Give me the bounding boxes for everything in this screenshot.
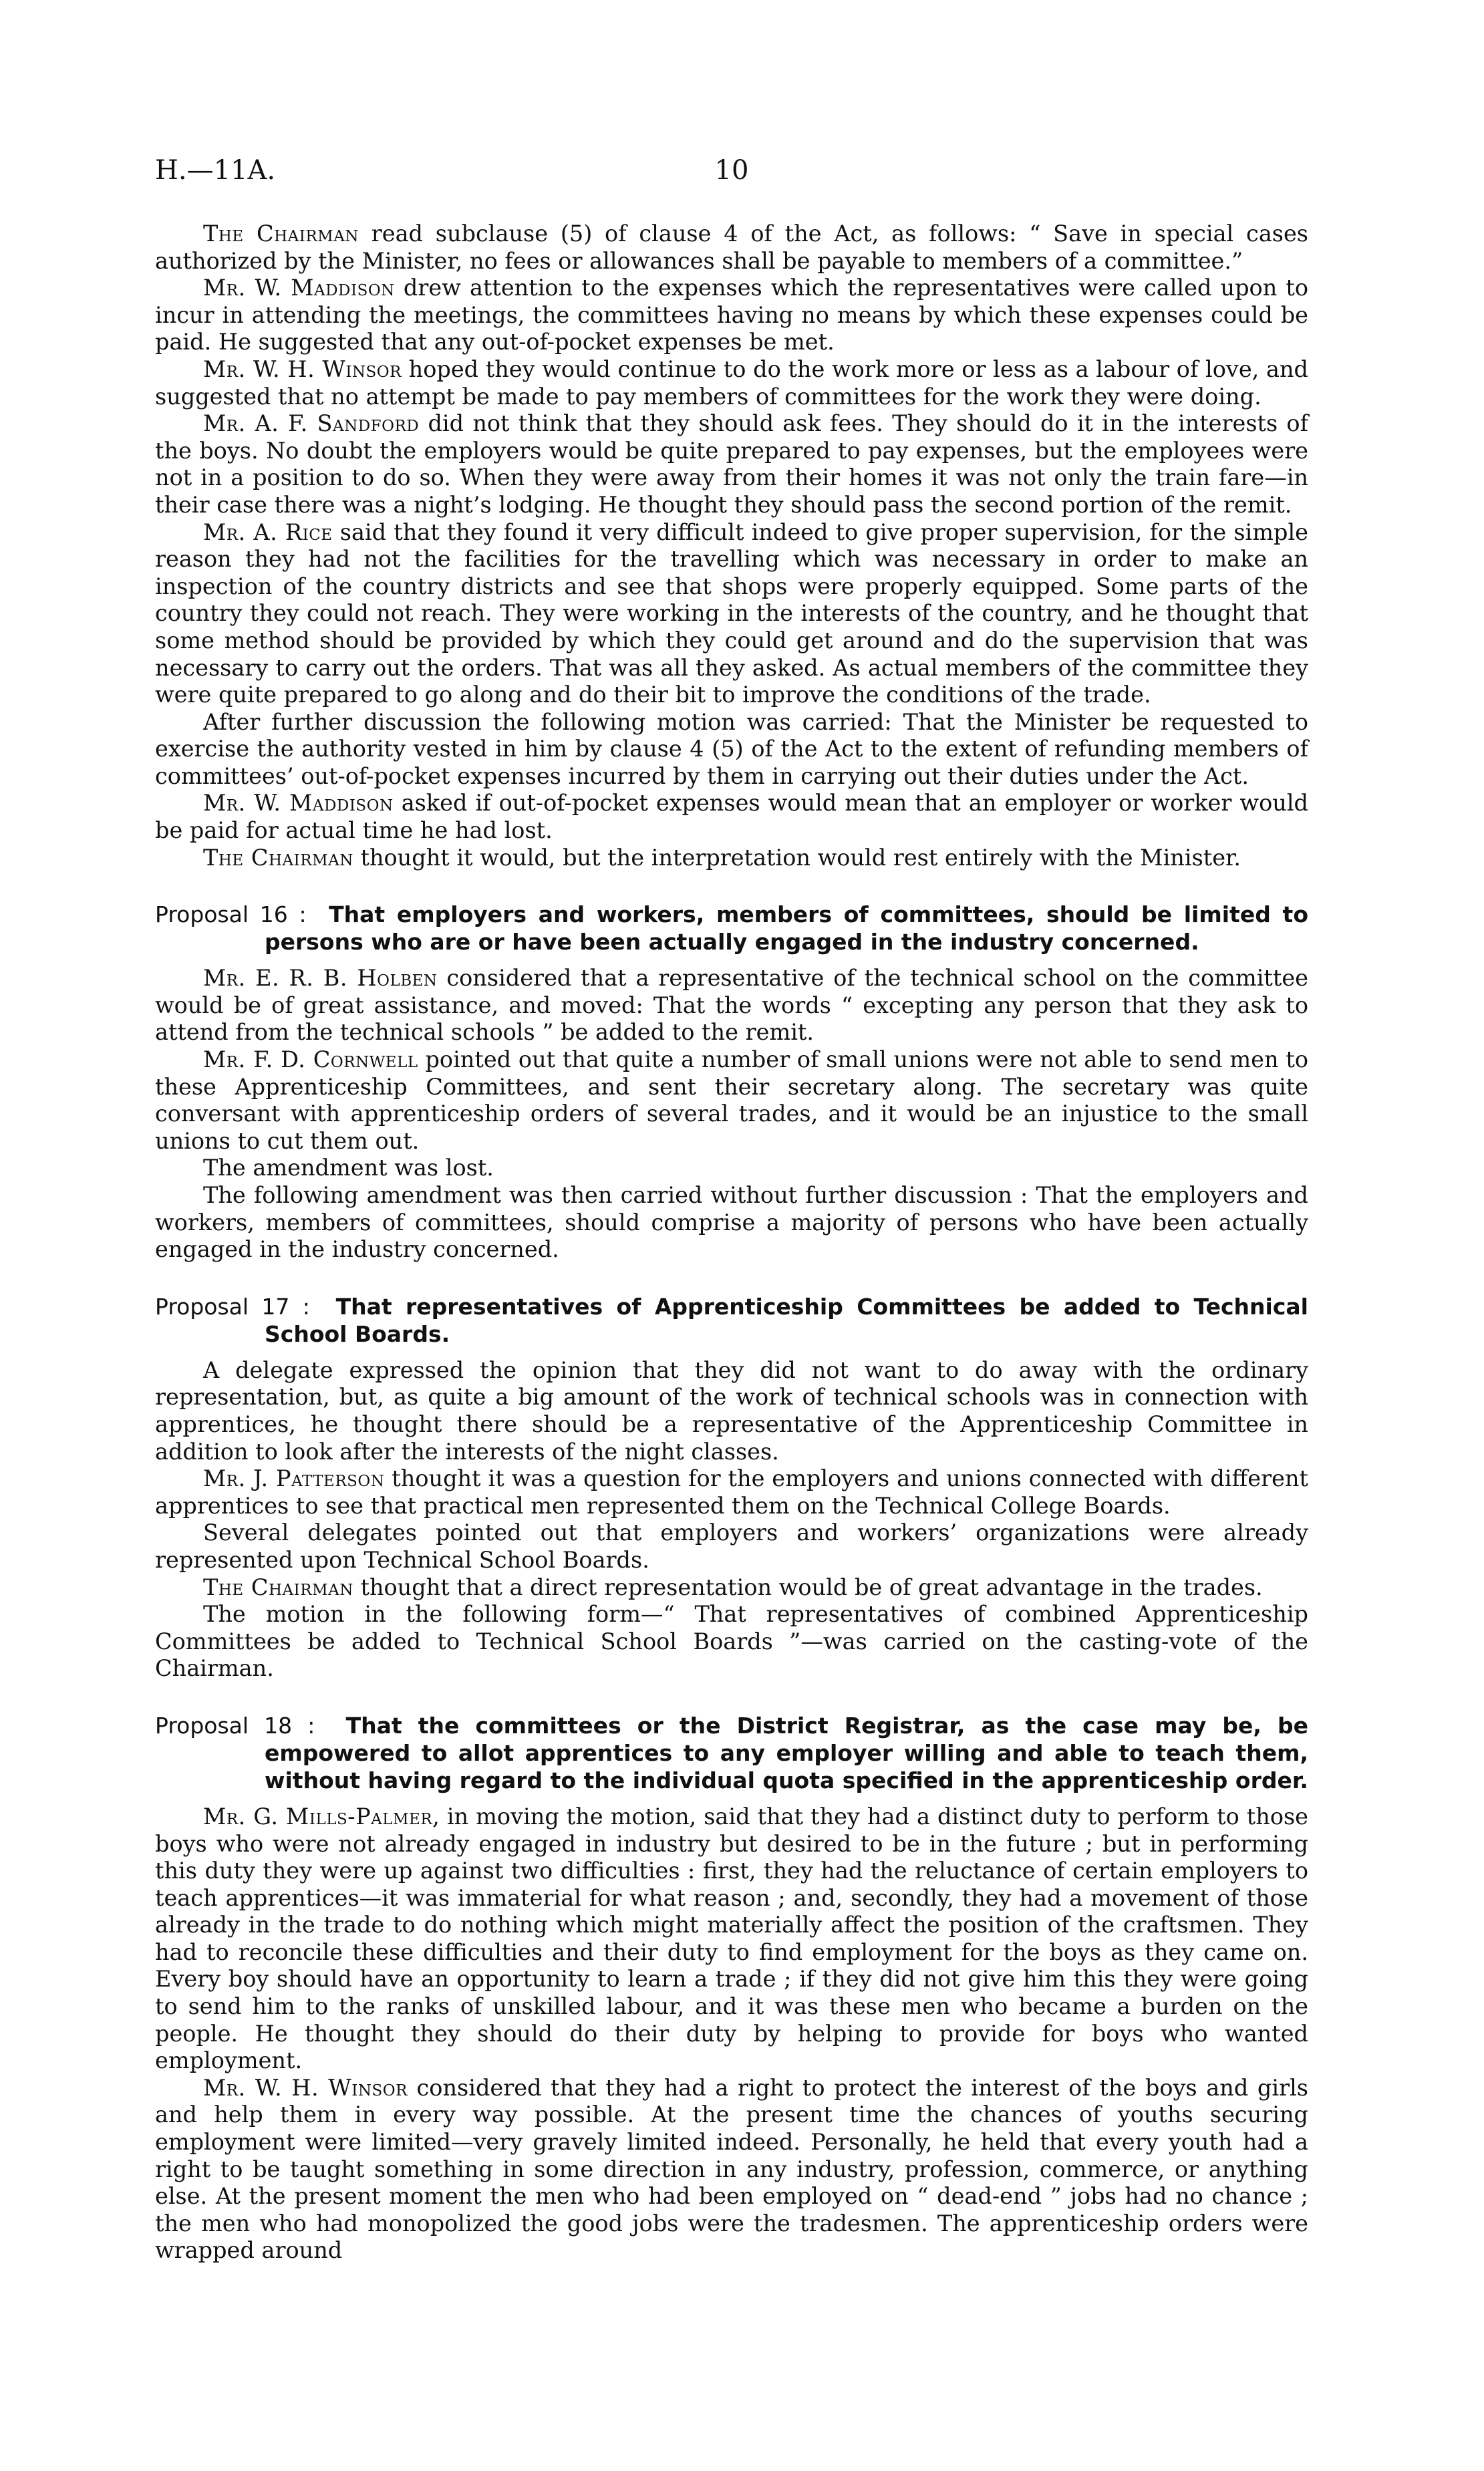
speaker-name: Mr. W. H. Winsor — [203, 2074, 408, 2101]
speaker-name: Mr. E. R. B. Holben — [203, 965, 438, 992]
paragraph-text: pointed out that quite a number of small unions were not able to send men to these Apprenticeship Committees, and sent their secretary along. The secretary was quite conversant with apprenticeship orders of several trades, and it would be an injustice to the small unions to cut them out. — [155, 1046, 1308, 1154]
paragraph-text: asked if out-of-pocket expenses would mean that an employer or worker would be paid for actual time he had lost. — [155, 790, 1308, 844]
page-body — [155, 221, 1308, 2265]
paragraph — [155, 221, 1308, 275]
speaker-name: Mr. J. Patterson — [203, 1465, 385, 1492]
speaker-name: Mr. W. H. Winsor — [203, 355, 402, 382]
page-header — [155, 155, 1308, 202]
page-number: 10 — [714, 155, 749, 186]
proposal-label: Proposal 16 : — [155, 901, 307, 928]
paragraph-text: Several delegates pointed out that employers and workers’ organizations were already represented upon Technical School Boards. — [155, 1519, 1308, 1573]
paragraph — [155, 1601, 1308, 1683]
paragraph-text: considered that they had a right to protect the interest of the boys and girls and help them in every way possible. At the present time the chances of youths securing employment were limited—very gravely limited indeed. Personally, he held that every youth had a right to be taught something in some direction in any industry, profession, commerce, or anything else. At the present moment the men who had been employed on “ dead-end ” jobs had no chance ; the men who had monopolized the good jobs were the tradesmen. The apprenticeship orders were wrapped around — [155, 2074, 1308, 2264]
proposal-16 — [155, 901, 1308, 956]
speaker-name: Mr. A. Rice — [203, 519, 333, 545]
paragraph-text: drew attention to the expenses which the representatives were called upon to incur in attending the meetings, the committees having no means by which these expenses could be paid. He suggested that any out-of-pocket expenses be met. — [155, 275, 1309, 355]
proposal-label: Proposal 18 : — [155, 1712, 315, 1739]
paragraph — [155, 410, 1308, 519]
paragraph-text: did not think that they should ask fees. They should do it in the interests of the boys. No doubt the employers would be quite prepared to pay expenses, but the employees were not in a position to do so. When they were away from their homes it was not only the train fare—in their case there was a night’s lodging. He thought they should pass the second portion of the remit. — [155, 410, 1308, 518]
paragraph — [155, 1357, 1308, 1465]
paragraph — [155, 275, 1308, 356]
paragraph-text: thought it was a question for the employers and unions connected with different apprentices to see that practical men represented them on the Technical College Boards. — [155, 1465, 1308, 1519]
paragraph — [155, 709, 1308, 790]
proposal-text: That representatives of Apprenticeship Committees be added to Technical School Boards. — [265, 1293, 1308, 1347]
paragraph-text: After further discussion the following motion was carried: That the Minister be requested to exercise the authority vested in him by clause 4 (5) of the Act to the extent of refunding members of committees’ out-of-pocket expenses incurred by them in carrying out their duties under the Act. — [155, 708, 1308, 789]
paragraph — [155, 1182, 1308, 1264]
proposal-18 — [155, 1712, 1308, 1794]
document-reference: H.—11A. — [155, 155, 276, 186]
speaker-name: Mr. G. Mills-Palmer — [203, 1803, 433, 1830]
paragraph-text: , in moving the motion, said that they had a distinct duty to perform to those boys who were not already engaged in industry but desired to be in the future ; but in performing this duty they were up against two difficulties : first, they had the reluctance of certain employers to teach apprentices—it was immaterial for what reason ; and, secondly, they had a movement of those already in the trade to do nothing which might materially affect the position of the craftsmen. They had to reconcile these difficulties and their duty to find employment for the boys as they came on. Every boy should have an opportunity to learn a trade ; if they did not give him this they were going to send him to the ranks of unskilled labour, and it was these men who became a burden on the people. He thought they should do their duty by helping to provide for boys who wanted employment. — [155, 1803, 1309, 2074]
paragraph — [155, 1574, 1308, 1602]
paragraph-text: thought it would, but the interpretation would rest entirely with the Minister. — [353, 844, 1241, 871]
paragraph-text: considered that a representative of the technical school on the committee would be of great assistance, and moved: That the words “ excepting any person that they ask to attend from the technical schools ” be added to the remit. — [155, 965, 1308, 1046]
paragraph — [155, 1155, 1308, 1182]
speaker-name: Mr. F. D. Cornwell — [203, 1046, 418, 1073]
paragraph-text: The amendment was lost. — [203, 1155, 494, 1181]
paragraph-text: thought that a direct representation would be of great advantage in the trades. — [353, 1574, 1263, 1600]
paragraph — [155, 965, 1308, 1046]
paragraph — [155, 519, 1308, 709]
paragraph — [155, 845, 1308, 872]
paragraph-text: The motion in the following form—“ That representatives of combined Apprenticeship Committees be added to Technical School Boards ”—was carried on the casting-vote of the Chairman. — [155, 1601, 1308, 1682]
speaker-name: The Chairman — [203, 221, 359, 247]
speaker-name: Mr. A. F. Sandford — [203, 410, 420, 437]
paragraph-text: read subclause (5) of clause 4 of the Act, as follows: “ Save in special cases authorized by the Minister, no fees or allowances shall be payable to members of a committee.” — [155, 221, 1308, 274]
speaker-name: Mr. W. Maddison — [203, 790, 394, 817]
paragraph — [155, 356, 1308, 410]
paragraph-text: The following amendment was then carried without further discussion : That the employers and workers, members of committees, should comprise a majority of persons who have been actually engaged in the industry concerned. — [155, 1182, 1308, 1263]
paragraph — [155, 1465, 1308, 1519]
proposal-text: That employers and workers, members of committees, should be limited to persons who are or have been actually engaged in the industry concerned. — [265, 901, 1309, 956]
paragraph — [155, 1519, 1308, 1574]
proposal-label: Proposal 17 : — [155, 1293, 310, 1320]
speaker-name: The Chairman — [203, 1574, 353, 1600]
speaker-name: Mr. W. Maddison — [203, 275, 395, 301]
paragraph — [155, 1803, 1308, 2075]
paragraph — [155, 790, 1308, 844]
speaker-name: The Chairman — [203, 844, 353, 871]
paragraph — [155, 2075, 1308, 2265]
paragraph-text: A delegate expressed the opinion that they did not want to do away with the ordinary representation, but, as quite a big amount of the work of technical schools was in connection with apprentices, he thought there should be a representative of the Apprenticeship Committee in addition to look after the interests of the night classes. — [155, 1356, 1308, 1465]
paragraph — [155, 1046, 1308, 1155]
proposal-text: That the committees or the District Registrar, as the case may be, be empowered to allot apprentices to any employer willing and able to teach them, without having regard to the individual quota specified in the apprenticeship order. — [265, 1712, 1308, 1793]
paragraph-text: hoped they would continue to do the work more or less as a labour of love, and suggested that no attempt be made to pay members of committees for the work they were doing. — [155, 355, 1308, 410]
proposal-17 — [155, 1293, 1308, 1348]
paragraph-text: said that they found it very difficult indeed to give proper supervision, for the simple reason they had not the facilities for the travelling which was necessary in order to make an inspection of the country districts and see that shops were properly equipped. Some parts of the country they could not reach. They were working in the interests of the country, and he thought that some method should be provided by which they could get around and do the supervision that was necessary to carry out the orders. That was all they asked. As actual members of the committee they were quite prepared to go along and do their bit to improve the conditions of the trade. — [155, 519, 1308, 708]
